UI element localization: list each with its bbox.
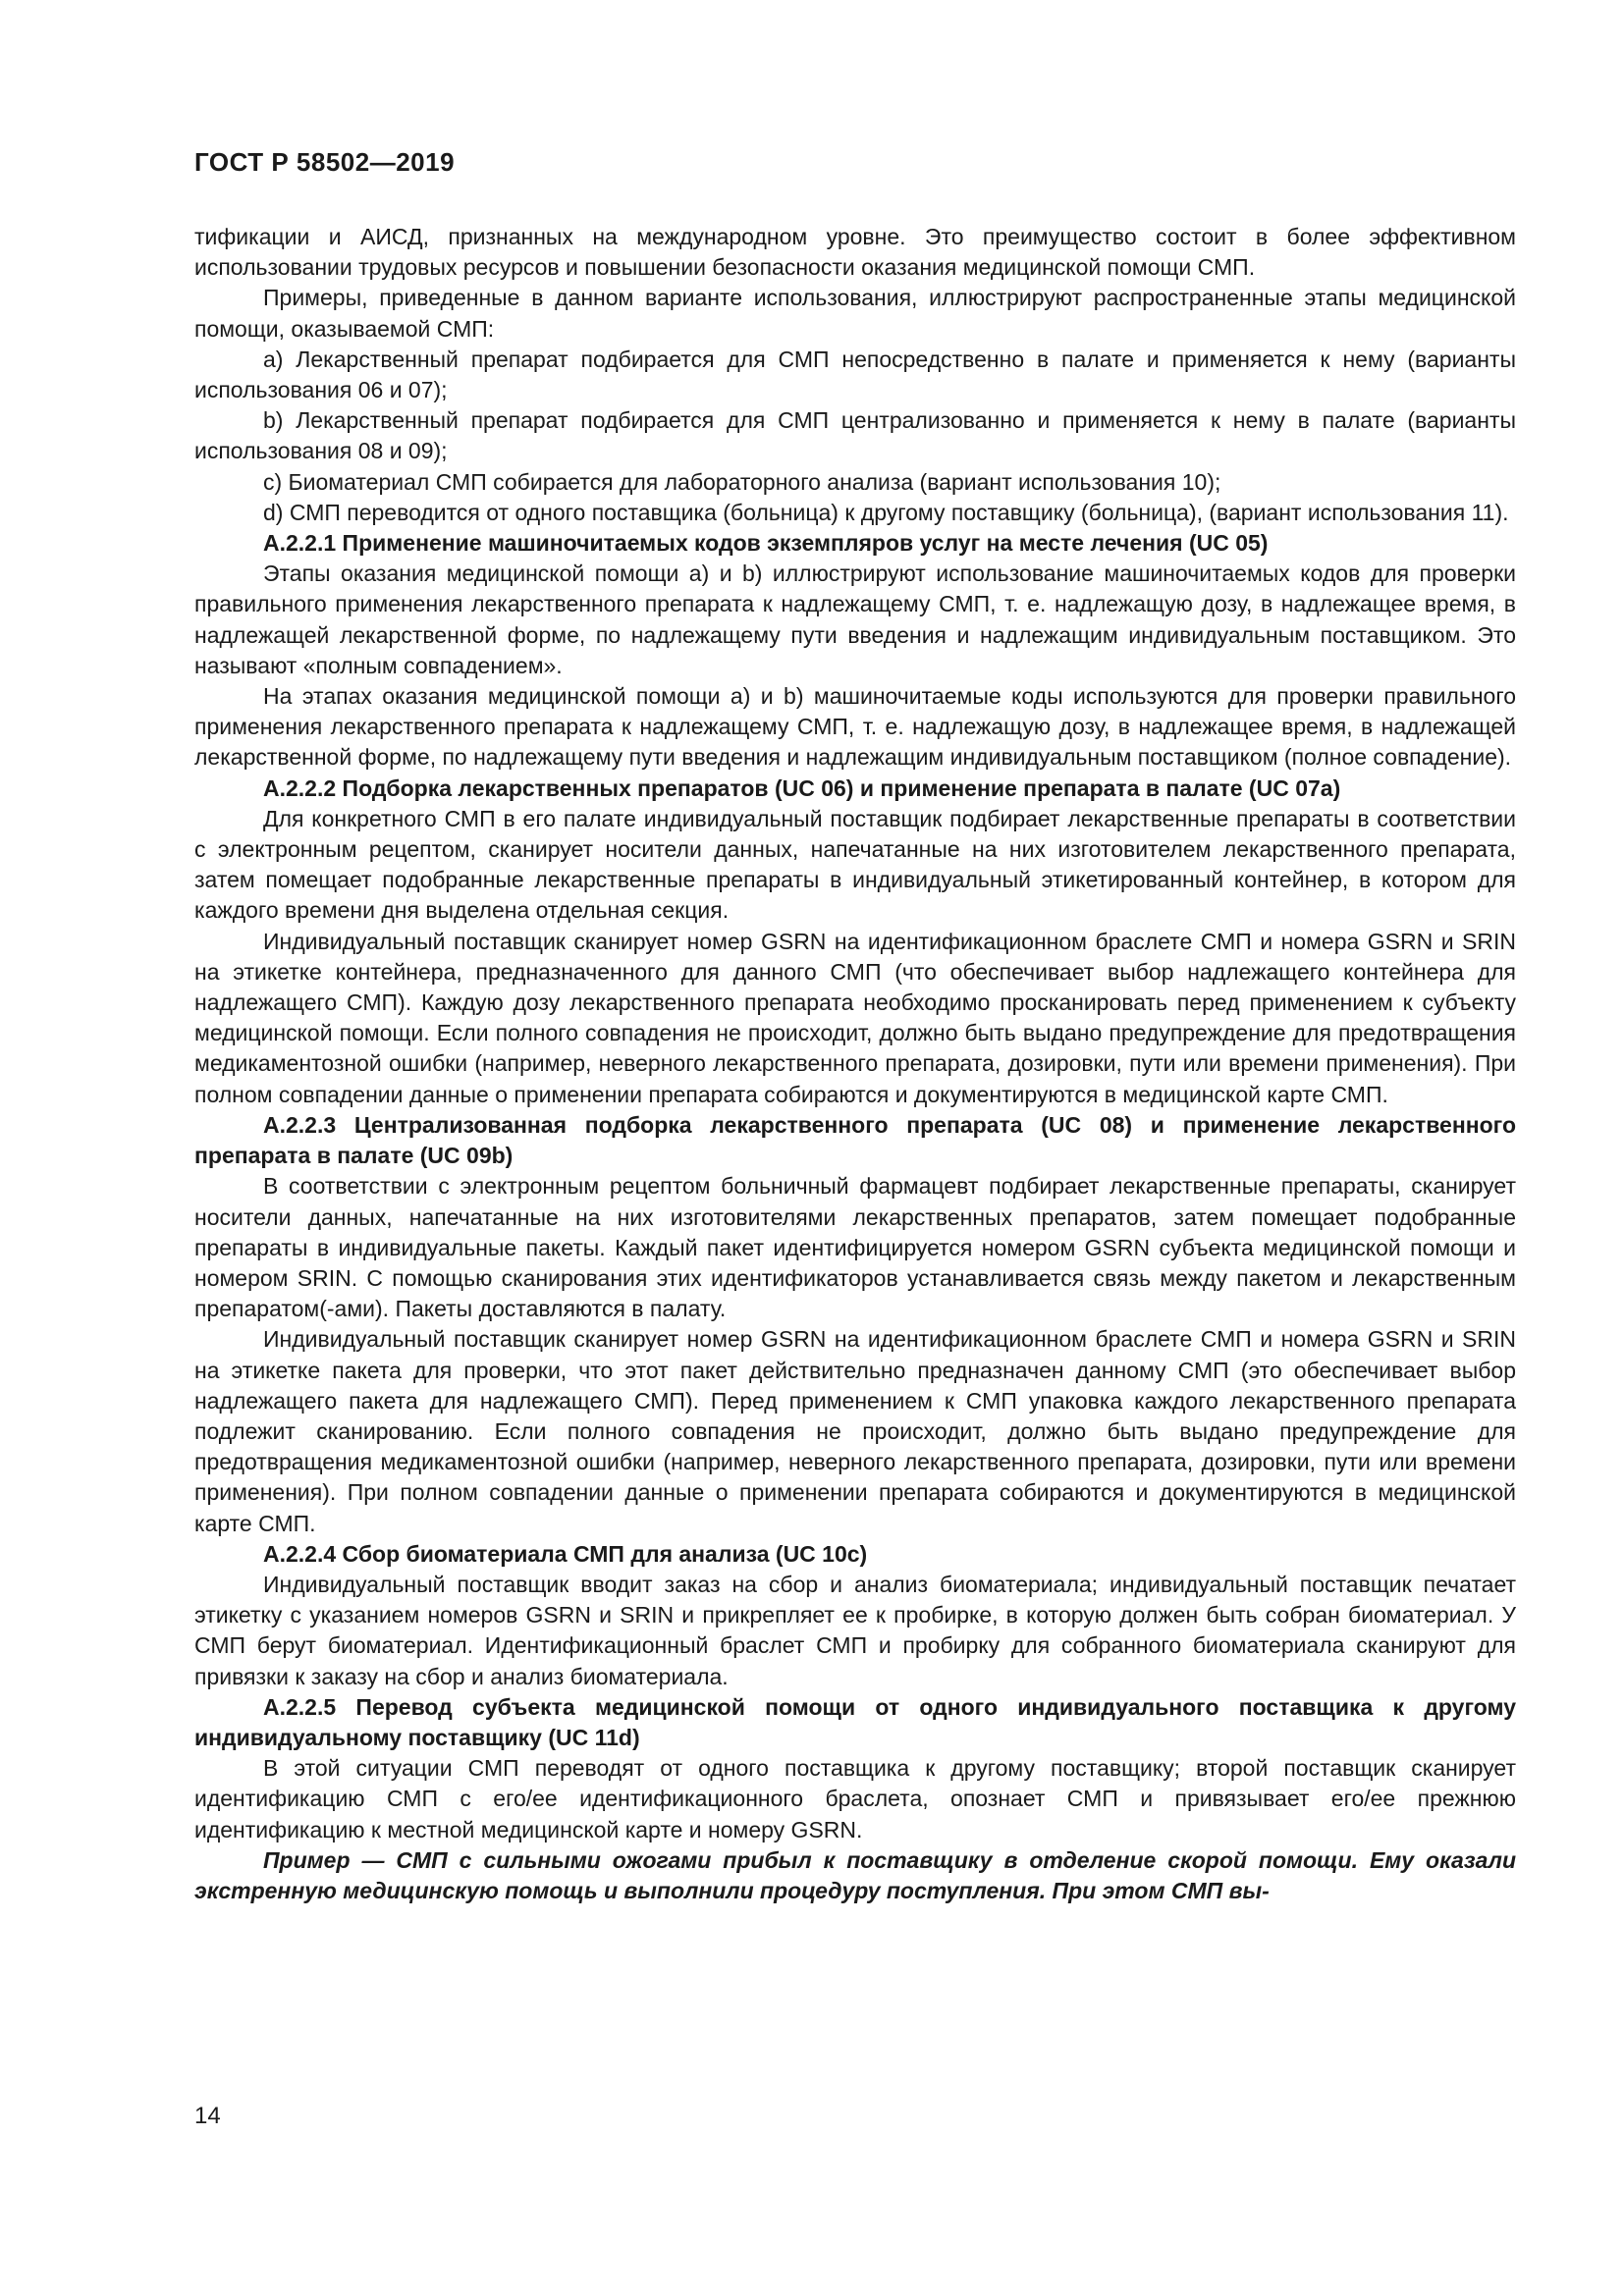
paragraph-continuation: тификации и АИСД, признанных на международном уровне. Это преимущество состоит в более эффективном использовании трудовых ресурсов и повышении безопасности оказания медицинской помощи СМП. [194, 224, 1516, 281]
paragraph: Индивидуальный поставщик вводит заказ на сбор и анализ биоматериала; индивидуальный поставщик печатает этикетку с указанием номеров GSRN и SRIN и прикрепляет ее к пробирке, в которую должен быть собран биоматериал. У СМП берут биоматериал. Идентификационный браслет СМП и пробирку для собранного биоматериала сканируют для привязки к заказу на сбор и анализ биоматериала. [194, 1571, 1516, 1689]
section-heading-a221: А.2.2.1 Применение машиночитаемых кодов экземпляров услуг на месте лечения (UC 05) [263, 530, 1269, 557]
document-body [194, 222, 1516, 1906]
list-item-a: а) Лекарственный препарат подбирается для СМП непосредственно в палате и применяется к нему (варианты использования 06 и 07); [194, 346, 1516, 403]
section-heading-a222: А.2.2.2 Подборка лекарственных препаратов (UC 06) и применение препарата в палате (UC 07a) [263, 774, 1341, 801]
list-item-b: b) Лекарственный препарат подбирается для СМП централизованно и применяется к нему в палате (варианты использования 08 и 09); [194, 407, 1516, 464]
section-heading-a225: А.2.2.5 Перевод субъекта медицинской помощи от одного индивидуального поставщика к другому индивидуальному поставщику (UC 11d) [194, 1693, 1516, 1750]
page-number: 14 [194, 2103, 221, 2129]
paragraph: Для конкретного СМП в его палате индивидуальный поставщик подбирает лекарственные препараты в соответствии с электронным рецептом, сканирует носители данных, напечатанные на них изготовителем лекарственного препарата, затем помещает подобранные лекарственные препараты в индивидуальный этикетированный контейнер, в котором для каждого времени дня выделена отдельная секция. [194, 805, 1516, 924]
paragraph: В соответствии с электронным рецептом больничный фармацевт подбирает лекарственные препараты, сканирует носители данных, напечатанные на них изготовителями лекарственных препаратов, затем помещает подобранные препараты в индивидуальные пакеты. Каждый пакет идентифицируется номером GSRN субъекта медицинской помощи и номером SRIN. С помощью сканирования этих идентификаторов устанавливается связь между пакетом и лекарственным препаратом(-ами). Пакеты доставляются в палату. [194, 1173, 1516, 1322]
paragraph: В этой ситуации СМП переводят от одного поставщика к другому поставщику; второй поставщик сканирует идентификацию СМП с его/ее идентификационного браслета, опознает СМП и привязывает его/ее прежнюю идентификацию к местной медицинской карте и номеру GSRN. [194, 1755, 1516, 1842]
example-note: Пример — СМП с сильными ожогами прибыл к поставщику в отделение скорой помощи. Ему оказали экстренную медицинскую помощь и выполнили процедуру поступления. При этом СМП вы- [194, 1846, 1516, 1903]
paragraph: Примеры, приведенные в данном варианте использования, иллюстрируют распространенные этапы медицинской помощи, оказываемой СМП: [194, 285, 1516, 342]
paragraph: Этапы оказания медицинской помощи а) и b) иллюстрируют использование машиночитаемых кодов для проверки правильного применения лекарственного препарата к надлежащему СМП, т. е. надлежащую дозу, в надлежащее время, в надлежащей лекарственной форме, по надлежащему пути введения и надлежащим индивидуальным поставщиком. Это называют «полным совпадением». [194, 561, 1516, 678]
section-heading-a223: А.2.2.3 Централизованная подборка лекарственного препарата (UC 08) и применение лекарственного препарата в палате (UC 09b) [194, 1111, 1516, 1169]
paragraph: На этапах оказания медицинской помощи а) и b) машиночитаемые коды используются для проверки правильного применения лекарственного препарата к надлежащему СМП, т. е. надлежащую дозу, в надлежащее время, в надлежащей лекарственной форме, по надлежащему пути введения и надлежащим индивидуальным поставщиком (полное совпадение). [194, 683, 1516, 771]
document-header: ГОСТ Р 58502—2019 [194, 147, 456, 177]
list-item-d: d) СМП переводится от одного поставщика (больница) к другому поставщику (больница), (вариант использования 11). [263, 499, 1509, 525]
paragraph: Индивидуальный поставщик сканирует номер GSRN на идентификационном браслете СМП и номера GSRN и SRIN на этикетке контейнера, предназначенного для данного СМП (что обеспечивает выбор надлежащего контейнера для надлежащего СМП). Каждую дозу лекарственного препарата необходимо просканировать перед применением к субъекту медицинской помощи. Если полного совпадения не происходит, должно быть выдано предупреждение для предотвращения медикаментозной ошибки (например, неверного лекарственного препарата, дозировки, пути или времени применения). При полном совпадении данные о применении препарата собираются и документируются в медицинской карте СМП. [194, 928, 1516, 1107]
list-item-c: c) Биоматериал СМП собирается для лабораторного анализа (вариант использования 10); [263, 468, 1221, 495]
paragraph: Индивидуальный поставщик сканирует номер GSRN на идентификационном браслете СМП и номера GSRN и SRIN на этикетке пакета для проверки, что этот пакет действительно предназначен данному СМП (это обеспечивает выбор надлежащего пакета для надлежащего СМП). Перед применением к СМП упаковка каждого лекарственного препарата подлежит сканированию. Если полного совпадения не происходит, должно быть выдано предупреждение для предотвращения медикаментозной ошибки (например, неверного лекарственного препарата, дозировки, пути или времени применения). При полном совпадении данные о применении препарата собираются и документируются в медицинской карте СМП. [194, 1326, 1516, 1536]
section-heading-a224: А.2.2.4 Сбор биоматериала СМП для анализа (UC 10c) [263, 1540, 868, 1567]
